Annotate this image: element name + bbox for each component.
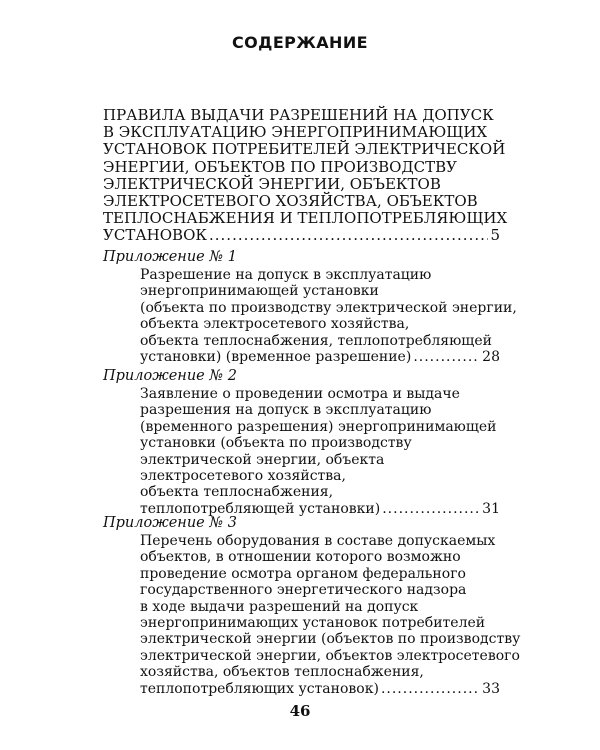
appendix-line: разрешения на допуск в эксплуатацию bbox=[140, 402, 432, 419]
toc-main-entry bbox=[103, 106, 508, 245]
appendix-body bbox=[140, 533, 521, 697]
appendix-heading: Приложение № 2 bbox=[103, 368, 237, 384]
appendix-line: Перечень оборудования в составе допускаемых bbox=[140, 533, 496, 549]
toc-appendix-3 bbox=[103, 515, 521, 697]
appendix-line: объектов, в отношении которого возможно bbox=[140, 549, 461, 566]
toc-page-ref: 28 bbox=[482, 349, 500, 366]
appendix-line: энергопринимающих установок потребителей bbox=[140, 615, 486, 632]
appendix-line: Разрешение на допуск в эксплуатацию bbox=[140, 267, 432, 283]
appendix-line: государственного энергетического надзора bbox=[140, 582, 467, 599]
appendix-body bbox=[140, 386, 500, 517]
toc-main-last-line: УСТАНОВОК bbox=[103, 226, 207, 245]
appendix-line: хозяйства, объектов теплоснабжения, bbox=[140, 664, 424, 681]
appendix-line: объекта электросетевого хозяйства, bbox=[140, 316, 410, 333]
dot-leader bbox=[413, 349, 480, 365]
appendix-line: энергопринимающей установки bbox=[140, 283, 379, 300]
toc-page-ref: 5 bbox=[490, 226, 500, 245]
appendix-last-line: теплопотребляющей установки) bbox=[140, 500, 381, 517]
appendix-line: установки (объекта по производству bbox=[140, 435, 412, 452]
appendix-line: электрической энергии (объектов по производству bbox=[140, 631, 521, 648]
appendix-body bbox=[140, 267, 517, 366]
appendix-line: объекта теплоснабжения, bbox=[140, 484, 334, 501]
appendix-line: электрической энергии, объекта bbox=[140, 451, 385, 468]
toc-page-ref: 31 bbox=[482, 500, 500, 517]
toc-main-line: УСТАНОВОК ПОТРЕБИТЕЛЕЙ ЭЛЕКТРИЧЕСКОЙ bbox=[103, 140, 506, 159]
appendix-line: электрической энергии, объектов электросетевого bbox=[140, 647, 520, 664]
appendix-heading: Приложение № 1 bbox=[103, 249, 237, 265]
appendix-line: в ходе выдачи разрешений на допуск bbox=[140, 598, 419, 615]
dot-leader bbox=[381, 681, 480, 697]
appendix-line: электросетевого хозяйства, bbox=[140, 468, 346, 485]
toc-appendix-1 bbox=[103, 249, 517, 366]
appendix-line: (объекта по производству электрической энергии, bbox=[140, 299, 517, 316]
dot-leader bbox=[209, 227, 488, 244]
toc-appendix-2 bbox=[103, 368, 500, 517]
toc-main-leader-line bbox=[103, 227, 500, 244]
appendix-leader-line bbox=[140, 681, 500, 697]
toc-page-ref: 33 bbox=[482, 680, 500, 697]
toc-main-line: ЭЛЕКТРОСЕТЕВОГО ХОЗЯЙСТВА, ОБЪЕКТОВ bbox=[103, 192, 478, 211]
page-number: 46 bbox=[289, 702, 311, 720]
appendix-last-line: теплопотребляющих установок) bbox=[140, 680, 379, 697]
page-title: СОДЕРЖАНИЕ bbox=[232, 33, 368, 52]
appendix-line: (временного разрешения) энергопринимающей bbox=[140, 418, 497, 435]
appendix-heading: Приложение № 3 bbox=[103, 515, 237, 531]
toc-main-line: ПРАВИЛА ВЫДАЧИ РАЗРЕШЕНИЙ НА ДОПУСК bbox=[103, 106, 494, 124]
appendix-leader-line bbox=[140, 349, 500, 365]
toc-main-line: ТЕПЛОСНАБЖЕНИЯ И ТЕПЛОПОТРЕБЛЯЮЩИХ bbox=[103, 209, 508, 228]
toc-main-line: В ЭКСПЛУАТАЦИЮ ЭНЕРГОПРИНИМАЮЩИХ bbox=[103, 123, 488, 142]
toc-main-line: ЭНЕРГИИ, ОБЪЕКТОВ ПО ПРОИЗВОДСТВУ bbox=[103, 157, 458, 176]
appendix-line: объекта теплоснабжения, теплопотребляющей bbox=[140, 332, 492, 349]
appendix-line: Заявление о проведении осмотра и выдаче bbox=[140, 386, 460, 402]
toc-main-line: ЭЛЕКТРИЧЕСКОЙ ЭНЕРГИИ, ОБЪЕКТОВ bbox=[103, 174, 441, 193]
appendix-line: проведение осмотра органом федерального bbox=[140, 565, 466, 582]
appendix-last-line: установки) (временное разрешение) bbox=[140, 349, 412, 366]
